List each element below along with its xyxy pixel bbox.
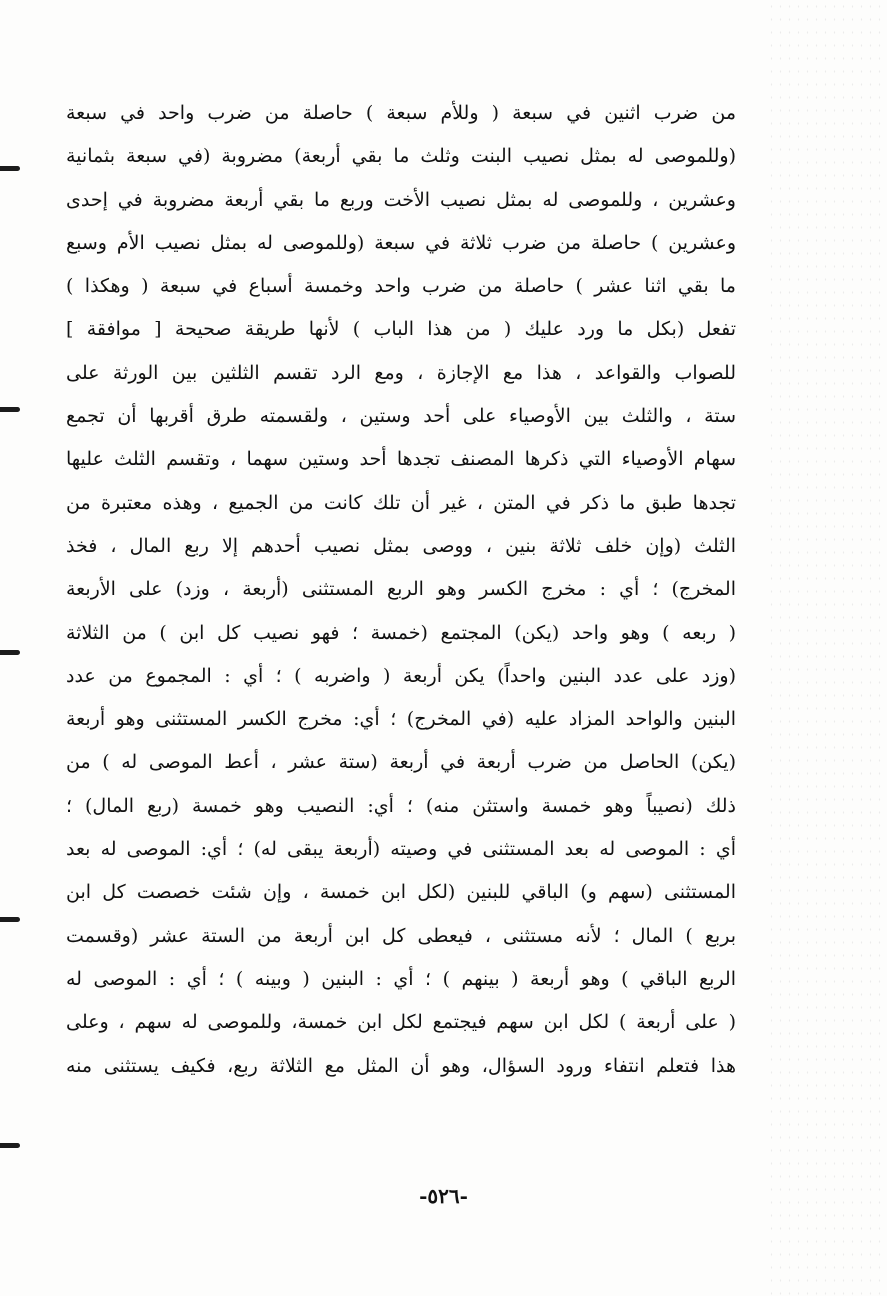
page-number: -٥٢٦- xyxy=(419,1184,468,1208)
text-line: وعشرين ، وللموصى له بمثل نصيب الأخت وربع ما بقي أربعة مضروبة في إحدى xyxy=(66,188,736,211)
text-line: للصواب والقواعد ، هذا مع الإجازة ، ومع الرد تقسم الثلثين بين الورثة على xyxy=(66,361,736,384)
text-line: الثلث (وإن خلف ثلاثة بنين ، ووصى بمثل نصيب أحدهم إلا ربع المال ، فخذ xyxy=(66,534,736,557)
text-line: (يكن) الحاصل من ضرب أربعة في أربعة (ستة عشر ، أعط الموصى له ) من xyxy=(66,751,736,774)
margin-mark xyxy=(0,917,20,922)
text-line: وعشرين ) حاصلة من ضرب ثلاثة في سبعة (وللموصى له بمثل نصيب الأم وسبع xyxy=(66,231,736,254)
text-line: من ضرب اثنين في سبعة ( وللأم سبعة ) حاصلة من ضرب واحد في سبعة xyxy=(66,102,736,124)
text-line: (وزد على عدد البنين واحداً) يكن أربعة ( واضربه ) ؛ أي : المجموع من عدد xyxy=(66,664,736,687)
text-line: ( ربعه ) وهو واحد (يكن) المجتمع (خمسة ؛ فهو نصيب كل ابن ) من الثلاثة xyxy=(66,621,736,644)
text-line: سهام الأوصياء التي ذكرها المصنف تجدها أحد وستين سهما ، وتقسم الثلث عليها xyxy=(66,448,736,471)
margin-mark xyxy=(0,1143,20,1148)
text-line: ( على أربعة ) لكل ابن سهم فيجتمع لكل ابن خمسة، وللموصى له سهم ، وعلى xyxy=(66,1011,736,1034)
text-line: المخرج) ؛ أي : مخرج الكسر وهو الربع المستثنى (أربعة ، وزد) على الأربعة xyxy=(66,578,736,601)
margin-mark xyxy=(0,650,20,655)
text-line: ذلك (نصيباً وهو خمسة واستثن منه) ؛ أي: النصيب وهو خمسة (ربع المال) ؛ xyxy=(66,794,736,817)
text-line: المستثنى (سهم و) الباقي للبنين (لكل ابن خمسة ، وإن شئت خصصت كل ابن xyxy=(66,881,736,904)
text-line: (وللموصى له بمثل نصيب البنت وثلث ما بقي أربعة) مضروبة (في سبعة بثمانية xyxy=(66,145,736,168)
text-line: الربع الباقي ) وهو أربعة ( بينهم ) ؛ أي : البنين ( وبينه ) ؛ أي : الموصى له xyxy=(66,967,736,990)
scan-noise xyxy=(767,0,887,1296)
margin-mark xyxy=(0,166,20,171)
body-text xyxy=(66,92,736,1088)
text-line: أي : الموصى له بعد المستثنى في وصيته (أربعة يبقى له) ؛ أي: الموصى له بعد xyxy=(66,838,736,861)
margin-mark xyxy=(0,407,20,412)
text-line: ستة ، والثلث بين الأوصياء على أحد وستين ، ولقسمته طرق أقربها أن تجمع xyxy=(66,405,736,428)
text-line: البنين والواحد المزاد عليه (في المخرج) ؛ أي: مخرج الكسر المستثنى وهو أربعة xyxy=(66,708,736,731)
text-line: بربع ) المال ؛ لأنه مستثنى ، فيعطى كل ابن أربعة من الستة عشر (وقسمت xyxy=(66,924,736,947)
text-line: هذا فتعلم انتفاء ورود السؤال، وهو أن المثل مع الثلاثة ربع، فكيف يستثنى منه xyxy=(66,1054,736,1077)
text-line: ما بقي اثنا عشر ) حاصلة من ضرب واحد وخمسة أسباع في سبعة ( وهكذا ) xyxy=(66,275,736,298)
text-line: تجدها طبق ما ذكر في المتن ، غير أن تلك كانت من الجميع ، وهذه معتبرة من xyxy=(66,491,736,514)
text-line: تفعل (بكل ما ورد عليك ( من هذا الباب ) لأنها طريقة صحيحة [ موافقة ] xyxy=(66,318,736,341)
